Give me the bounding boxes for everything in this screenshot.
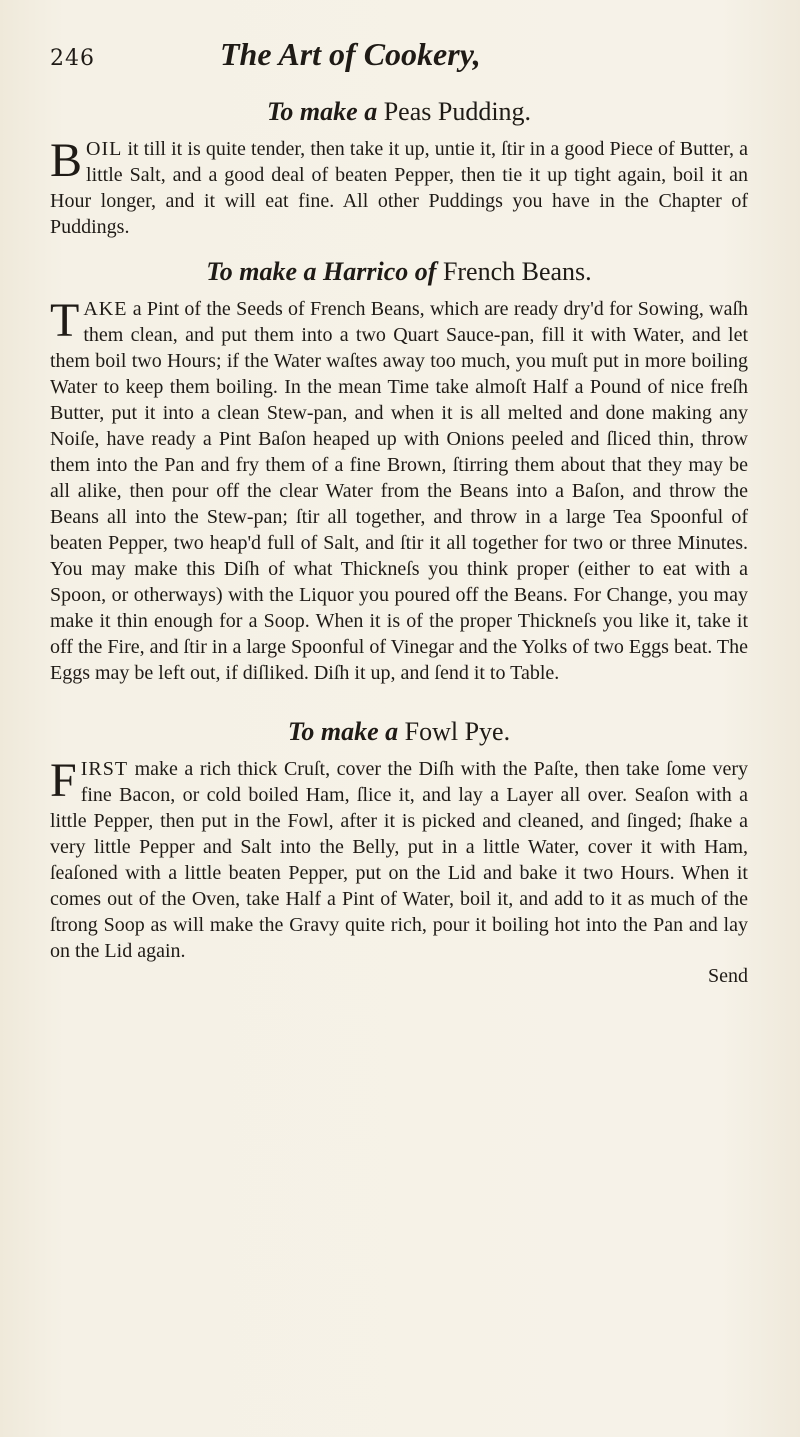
recipe-title-name: Peas Pudding. (383, 97, 532, 126)
drop-cap: F (50, 754, 77, 807)
drop-cap: T (50, 294, 80, 347)
recipe-title (50, 94, 748, 130)
running-head (50, 36, 748, 94)
catchword: Send (708, 965, 748, 987)
running-title: The Art of Cookery, (220, 36, 481, 72)
recipe-title-lead: To make a Harrico of (206, 257, 437, 286)
recipe-text: a Pint of the Seeds of French Beans, which are ready dry'd for Sowing, waſh them clean, and put them into a two Quart Sauce-pan, fill it with Water, and let them boil two Hours; if the Water waſtes away too much, you muſt put in more boiling Water to keep them boiling. In the mean Time take almoſt Half a Pound of nice freſh Butter, put it into a clean Stew-pan, and when it is all melted and done making any Noiſe, have ready a Pint Baſon heaped up with Onions peeled and ſliced thin, throw them into the Pan and fry them of a fine Brown, ſtirring them about that they may be all alike, then pour off the clear Water from the Beans into a Baſon, and throw the Beans all into the Stew-pan; ſtir all together, and throw in a large Tea Spoonful of beaten Pepper, two heap'd full of Salt, and ſtir it all together for two or three Minutes. You may make this Diſh of what Thickneſs you think proper (either to eat with a Spoon, or otherways) with the Liquor you poured off the Beans. For Change, you may make it thin enough for a Soop. When it is of the proper Thickneſs you like it, take it off the Fire, and ſtir in a large Spoonful of Vinegar and the Yolks of two Eggs beat. The Eggs may be left out, if diſliked. Diſh it up, and ſend it to Table. (50, 298, 748, 684)
recipe-text: it till it is quite tender, then take it up, untie it, ſtir in a good Piece of Butter, a little Salt, and a good deal of beaten Pepper, then tie it up tight again, boil it an Hour longer, and it will eat fine. All other Puddings you have in the Chapter of Puddings. (50, 138, 748, 238)
recipe-title-lead: To make a (287, 717, 399, 746)
first-word: IRST (80, 758, 129, 780)
page-number: 246 (50, 46, 95, 71)
first-word: OIL (86, 138, 123, 160)
first-word: AKE (83, 298, 128, 320)
recipe-title-lead: To make a (266, 97, 378, 126)
recipe-title (50, 714, 748, 750)
recipe-body (50, 296, 748, 686)
recipe-fowl-pye (50, 714, 748, 964)
recipe-title-name: French Beans. (442, 257, 592, 286)
recipe-harrico-french-beans (50, 254, 748, 686)
recipe-peas-pudding (50, 94, 748, 240)
recipe-body (50, 136, 748, 240)
recipe-text: make a rich thick Cruſt, cover the Diſh with the Paſte, then take ſome very fine Bacon, or cold boiled Ham, ſlice it, and lay a Layer all over. Seaſon with a little Pepper, then put in the Fowl, after it is picked and cleaned, and ſinged; ſhake a very little Pepper and Salt into the Belly, put in a little Water, cover it with Ham, ſeaſoned with a little beaten Pepper, put on the Lid and bake it two Hours. When it comes out of the Oven, take Half a Pint of Water, boil it, and add to it as much of the ſtrong Soop as will make the Gravy quite rich, pour it boiling hot into the Pan and lay on the Lid again. (50, 758, 748, 962)
recipe-title-name: Fowl Pye. (404, 717, 511, 746)
recipe-body (50, 756, 748, 964)
drop-cap: B (50, 134, 83, 187)
recipe-title (50, 254, 748, 290)
